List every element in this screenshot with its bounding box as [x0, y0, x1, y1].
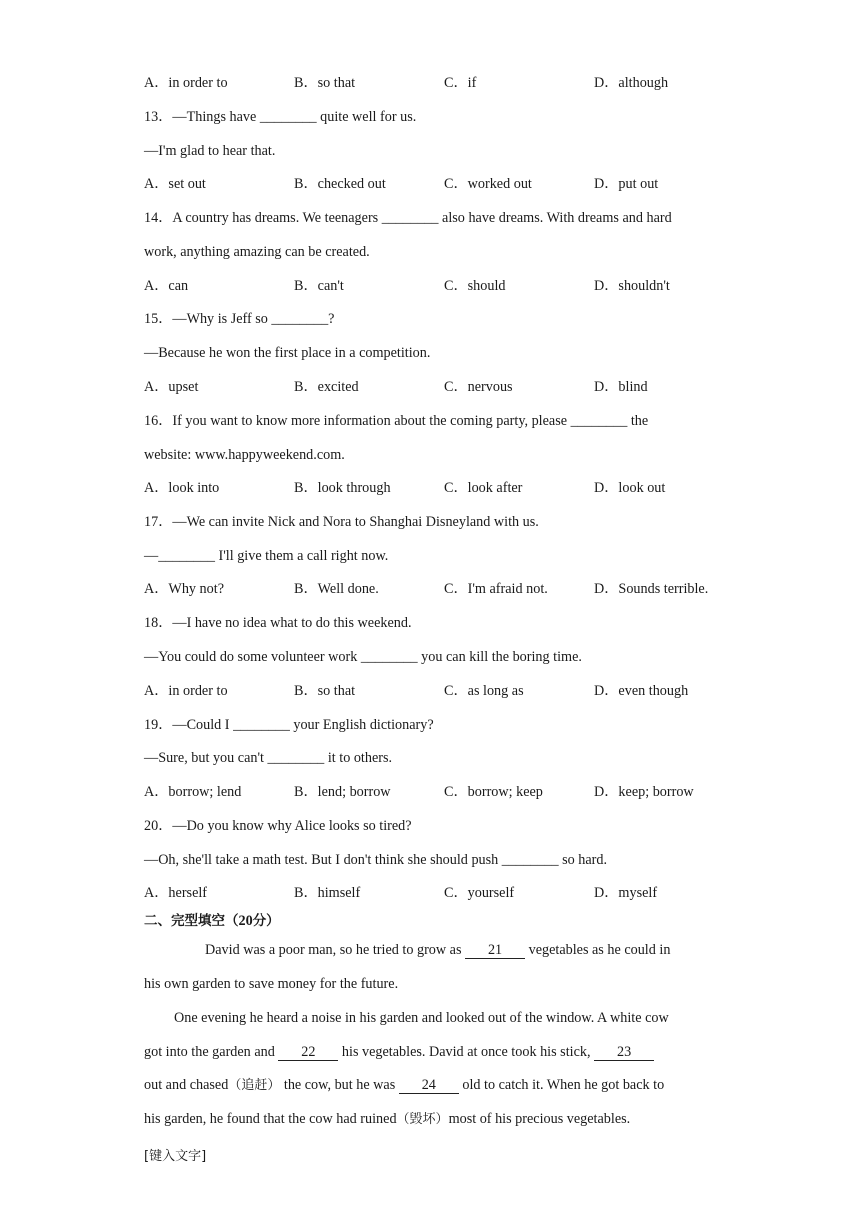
q17-option-d: D．Sounds terrible. — [594, 581, 709, 597]
section-heading-cloze — [144, 912, 280, 930]
passage-p1-line2: his own garden to save money for the future. — [144, 976, 399, 992]
q14-option-c: C．should — [444, 278, 506, 294]
q16-option-c: C．look after — [444, 480, 523, 496]
q13-option-b: B．checked out — [294, 176, 386, 192]
q16-option-d: D．look out — [594, 480, 666, 496]
q19-option-d: D．keep; borrow — [594, 784, 694, 800]
q14-option-b: B．can't — [294, 278, 344, 294]
passage-p2-line1: One evening he heard a noise in his garden and looked out of the window. A white cow — [174, 1010, 669, 1026]
q12-option-d: D．although — [594, 75, 669, 91]
passage-text: his garden, he found that the cow had ruined — [144, 1111, 397, 1127]
q18-option-a: A．in order to — [144, 683, 228, 699]
q15-stem: 15．—Why is Jeff so ________? — [144, 311, 335, 327]
passage-text: got into the garden and — [144, 1044, 279, 1060]
q15-reply: —Because he won the first place in a competition. — [144, 345, 431, 361]
q15-option-c: C．nervous — [444, 379, 513, 395]
q17-stem: 17．—We can invite Nick and Nora to Shanghai Disneyland with us. — [144, 514, 539, 530]
q14-stem-line2: work, anything amazing can be created. — [144, 244, 370, 260]
q16-stem-line2: website: www.happyweekend.com. — [144, 447, 345, 463]
q19-reply: —Sure, but you can't ________ it to others. — [144, 750, 393, 766]
blank-21: 21 — [465, 942, 525, 959]
passage-text: most of his precious vegetables. — [448, 1111, 631, 1127]
passage-p2-line4 — [144, 1110, 630, 1129]
passage-text: vegetables as he could in — [525, 942, 671, 958]
q19-option-a: A．borrow; lend — [144, 784, 242, 800]
q15-option-b: B．excited — [294, 379, 359, 395]
passage-p2-line3 — [144, 1076, 664, 1095]
q20-option-a: A．herself — [144, 885, 208, 901]
q16-option-a: A．look into — [144, 480, 220, 496]
q18-stem: 18．—I have no idea what to do this weekend. — [144, 615, 412, 631]
q20-stem: 20．—Do you know why Alice looks so tired? — [144, 818, 412, 834]
gloss-ruin: （毁坏） — [396, 1112, 449, 1127]
blank-22: 22 — [278, 1044, 338, 1061]
passage-p1-line1 — [205, 941, 670, 959]
page-footer: [键入文字] — [144, 1149, 207, 1164]
q18-option-c: C．as long as — [444, 683, 524, 699]
q13-reply: —I'm glad to hear that. — [144, 143, 276, 159]
blank-23: 23 — [594, 1044, 654, 1061]
q12-option-c: C．if — [444, 75, 477, 91]
q13-option-c: C．worked out — [444, 176, 532, 192]
passage-p2-line2 — [144, 1043, 654, 1061]
q18-option-d: D．even though — [594, 683, 689, 699]
q20-option-d: D．myself — [594, 885, 658, 901]
q17-reply: —________ I'll give them a call right now. — [144, 548, 389, 564]
section-heading-score: 20 — [238, 913, 253, 929]
q20-option-c: C．yourself — [444, 885, 515, 901]
q15-option-d: D．blind — [594, 379, 648, 395]
q13-option-a: A．set out — [144, 176, 206, 192]
q20-option-b: B．himself — [294, 885, 361, 901]
passage-text: old to catch it. When he got back to — [458, 1077, 665, 1093]
q14-option-a: A．can — [144, 278, 189, 294]
q14-stem-line1: 14．A country has dreams. We teenagers ________ also have dreams. With dreams and hard — [144, 210, 672, 226]
passage-text: the cow, but he was — [280, 1077, 399, 1093]
q17-option-b: B．Well done. — [294, 581, 379, 597]
q14-option-d: D．shouldn't — [594, 278, 670, 294]
q19-option-b: B．lend; borrow — [294, 784, 391, 800]
passage-text: out and chased — [144, 1077, 229, 1093]
q17-option-c: C．I'm afraid not. — [444, 581, 548, 597]
q16-stem-line1: 16．If you want to know more information about the coming party, please ________ the — [144, 413, 649, 429]
q18-option-b: B．so that — [294, 683, 356, 699]
section-heading-suffix: 分） — [252, 913, 280, 929]
q19-option-c: C．borrow; keep — [444, 784, 543, 800]
q18-reply: —You could do some volunteer work ________ you can kill the boring time. — [144, 649, 582, 665]
q15-option-a: A．upset — [144, 379, 199, 395]
q13-option-d: D．put out — [594, 176, 659, 192]
q16-option-b: B．look through — [294, 480, 391, 496]
gloss-chase: （追赶） — [228, 1078, 281, 1093]
q20-reply: —Oh, she'll take a math test. But I don't think she should push ________ so hard. — [144, 852, 608, 868]
section-heading-prefix: 二、完型填空（ — [144, 913, 239, 929]
q12-option-a: A．in order to — [144, 75, 228, 91]
passage-text: David was a poor man, so he tried to grow as — [205, 942, 466, 958]
blank-24: 24 — [399, 1077, 459, 1094]
passage-text: his vegetables. David at once took his stick, — [338, 1044, 595, 1060]
q13-stem: 13．—Things have ________ quite well for us. — [144, 109, 417, 125]
q12-option-b: B．so that — [294, 75, 356, 91]
q17-option-a: A．Why not? — [144, 581, 224, 597]
q19-stem: 19．—Could I ________ your English dictionary? — [144, 717, 434, 733]
